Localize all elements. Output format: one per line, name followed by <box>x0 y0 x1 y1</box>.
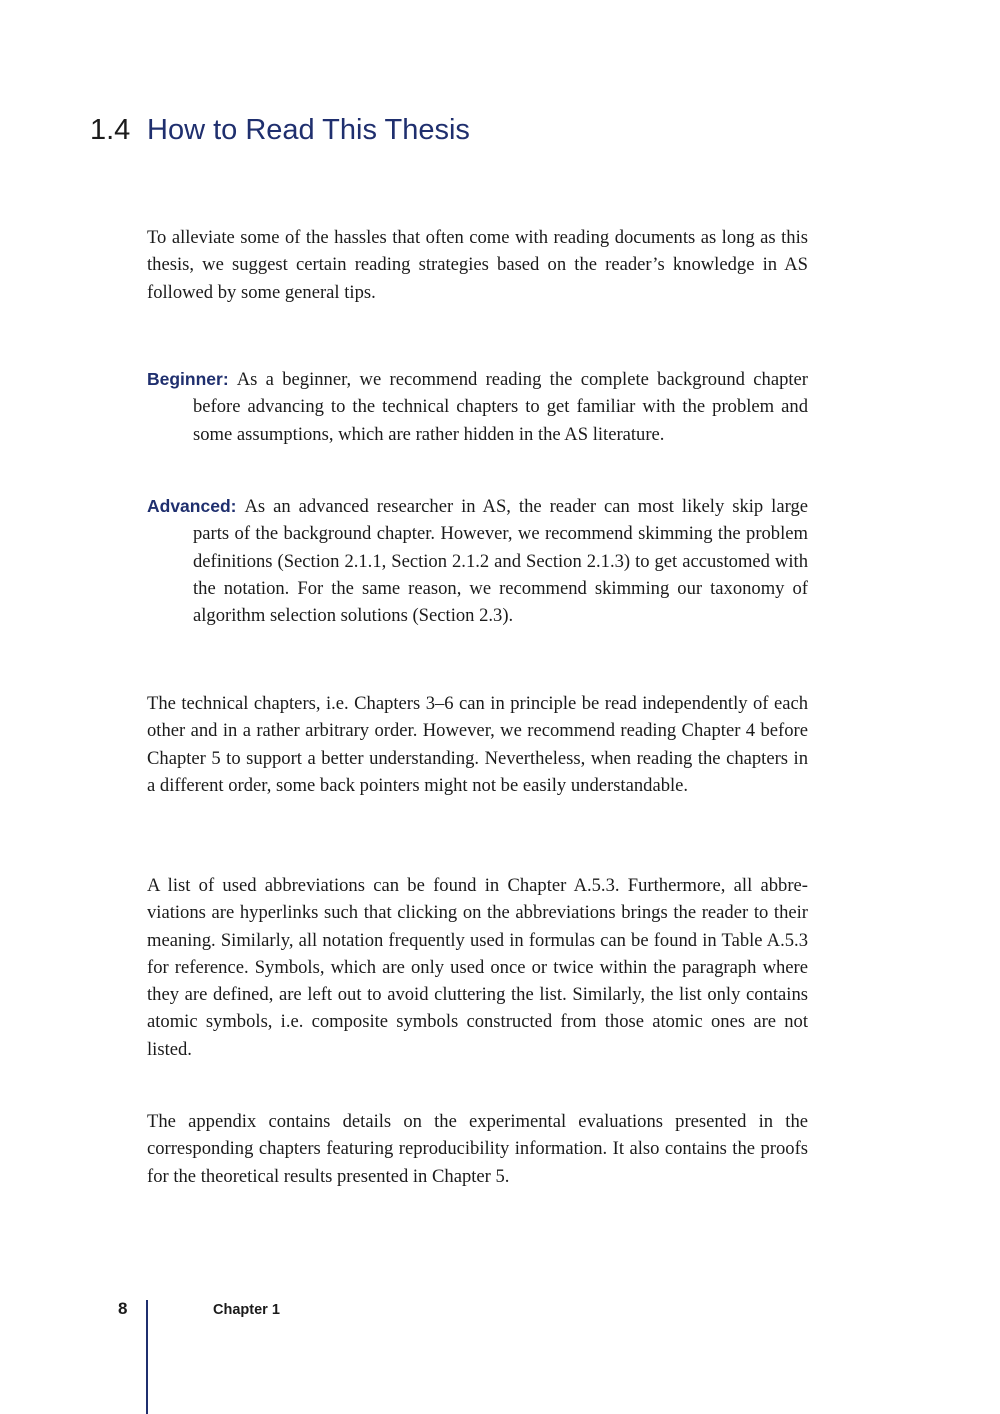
strategy-advanced <box>147 493 808 629</box>
paragraph-appendix: The appendix contains details on the experimental evaluations presented in the corresponding chapters featuring reproducibility information. It also contains the proofs for the theoretical results presented in Chapter 5. <box>147 1111 808 1187</box>
section-title: How to Read This Thesis <box>147 114 470 146</box>
intro-paragraph: To alleviate some of the hassles that often come with reading documents as long as this thesis, we suggest certain reading strategies based on the reader’s knowledge in AS followed by some general tips. <box>147 227 808 303</box>
strategy-text: As an advanced researcher in AS, the reader can most likely skip large parts of the background chapter. However, we recommend skimming the problem definitions (Section 2.1.1, Section 2.1.2 and Section 2.1.3) to get accustomed with the notation. For the same reason, we recommend skimming our taxonomy of algorithm selection solutions (Section 2.3). <box>193 496 808 627</box>
strategy-beginner <box>147 366 808 448</box>
page-number: 8 <box>118 1299 128 1318</box>
footer-divider <box>146 1300 148 1414</box>
strategy-text: As a beginner, we recommend reading the complete background chapter before advancing to the technical chapters to get familiar with the problem and some assumptions, which are rather hidden in the AS literature. <box>193 369 808 445</box>
paragraph-abbreviations: A list of used abbreviations can be found in Chapter A.5.3. Furthermore, all abbreviations are hyperlinks such that clicking on the abbreviations brings the reader to their meaning. Similarly, all notation frequently used in formulas can be found in Table A.5.3 for reference. Symbols, which are only used once or twice within the paragraph where they are defined, are left out to avoid cluttering the list. Similarly, the list only contains atomic symbols, i.e. composite symbols constructed from those atomic ones are not listed. <box>147 875 808 1060</box>
section-heading <box>90 110 470 150</box>
running-footer-chapter: Chapter 1 <box>213 1302 280 1318</box>
strategy-term: Beginner: <box>147 369 229 389</box>
section-number: 1.4 <box>90 114 131 146</box>
paragraph-technical-chapters: The technical chapters, i.e. Chapters 3–6 can in principle be read independently of each other and in a rather arbitrary order. However, we recommend reading Chapter 4 before Chapter 5 to support a better understanding. Nevertheless, when reading the chapters in a different order, some back pointers might not be easily understandable. <box>147 693 808 796</box>
strategy-term: Advanced: <box>147 496 237 516</box>
